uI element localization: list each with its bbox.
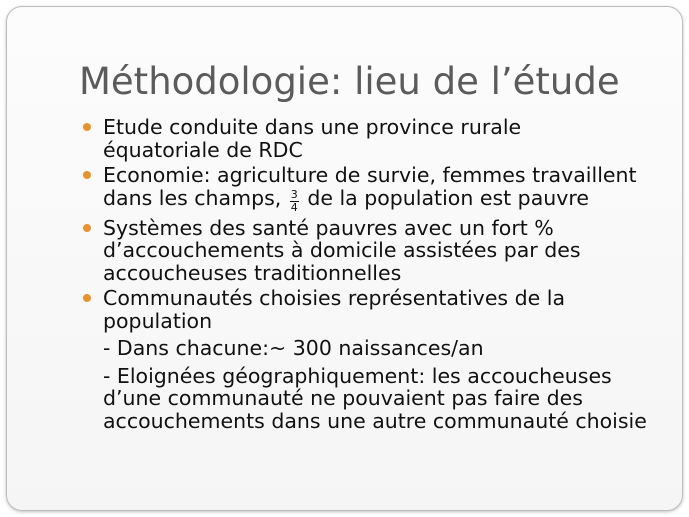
slide-content: [83, 116, 673, 436]
bullet-line: Economie: agriculture de survie, femmes travaillent: [103, 163, 637, 187]
bullet-text: dans les champs,: [103, 185, 288, 210]
subitem-births: [83, 337, 673, 360]
bullet-line: Etude conduite dans une province rurale: [103, 115, 522, 139]
bullet-dot-icon: [83, 224, 91, 232]
bullet-line: Systèmes des santé pauvres avec un fort %: [103, 215, 554, 240]
bullet-line: population: [103, 308, 213, 333]
bullet-line: d’accouchements à domicile assistées par des: [103, 238, 581, 262]
slide: [6, 6, 683, 511]
bullet-dot-icon: [83, 123, 91, 131]
bullet-dot-icon: [83, 171, 91, 179]
bullet-text: de la population est pauvre: [300, 185, 589, 210]
bullet-item-economy: [83, 164, 673, 214]
bullet-dot-icon: [83, 294, 91, 302]
bullet-item-health: [83, 217, 673, 285]
bullet-item-study: [83, 116, 673, 161]
bullet-item-communities: [83, 287, 673, 332]
subitem-line: - Dans chacune:~ 300 naissances/an: [103, 336, 484, 360]
subitem-line: d’une communauté ne pouvaient pas faire des: [103, 386, 583, 410]
subitem-line: accouchements dans une autre communauté choisie: [103, 408, 647, 433]
fraction-denominator: 4: [290, 200, 298, 214]
subitem-line: - Eloignées géographiquement: les accoucheuses: [103, 363, 612, 388]
fraction-numerator: 3: [290, 187, 298, 201]
subitem-distance: [83, 365, 673, 433]
slide-title: Méthodologie: lieu de l’étude: [79, 60, 620, 103]
bullet-line: équatoriale de RDC: [103, 137, 303, 162]
bullet-line: Communautés choisies représentatives de la: [103, 286, 566, 310]
bullet-line: [103, 187, 673, 214]
fraction: [290, 189, 299, 214]
bullet-line: accoucheuses traditionnelles: [103, 260, 402, 285]
